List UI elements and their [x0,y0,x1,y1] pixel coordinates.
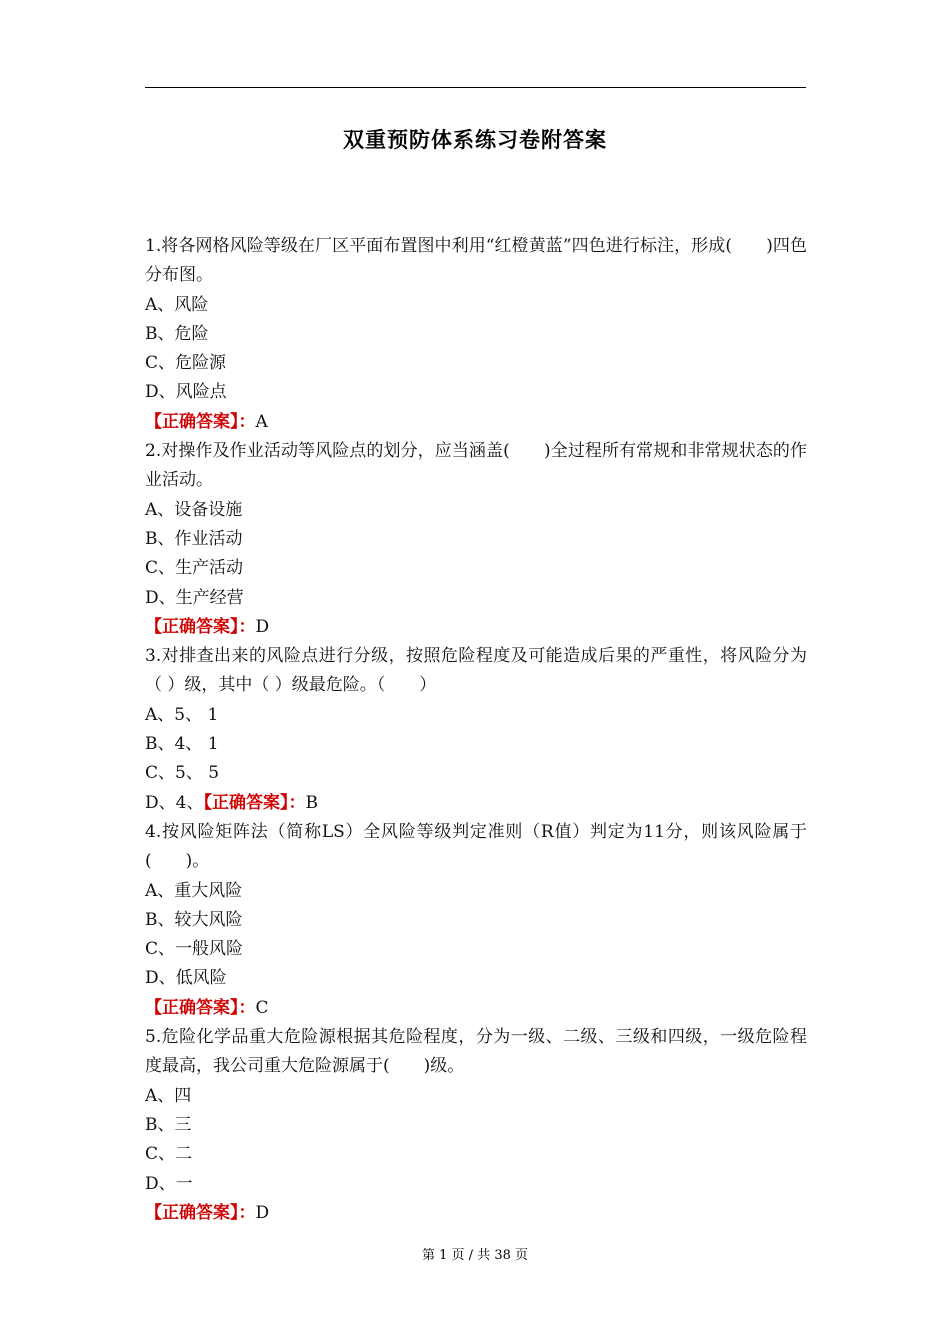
option-item: B、4、 1 [145,734,219,755]
option-item: B、较大风险 [145,909,243,930]
answer-line [145,408,807,437]
answer-line [145,789,807,818]
option-item: D、风险点 [145,382,227,403]
option-item: D、一 [145,1173,193,1194]
question-stem: 5.危险化学品重大危险源根据其危险程度，分为一级、二级、三级和四级，一级危险程度最高，我公司重大危险源属于( )级。 [145,1027,807,1077]
header-rule [145,87,806,88]
answer-value: C [255,997,269,1018]
option-item: C、一般风险 [145,939,244,960]
answer-label: 【正确答案】： [145,411,256,432]
option-item: C、危险源 [145,353,227,374]
answer-value: B [305,792,318,813]
option-item: A、风险 [145,294,209,315]
option-item: D、4、 [145,792,204,813]
option-item: A、重大风险 [145,880,243,901]
option-item: A、设备设施 [145,499,243,520]
answer-line [145,1199,807,1228]
answer-line [145,994,807,1023]
answer-label: 【正确答案】： [145,997,256,1018]
option-item: C、5、 5 [145,763,220,784]
question-list [145,232,807,1228]
option-item: B、危险 [145,323,209,344]
answer-label: 【正确答案】： [203,792,306,813]
question-stem: 3.对排查出来的风险点进行分级，按照危险程度及可能造成后果的严重性，将风险分为（ ）级，其中（ ）级最危险。（ ） [145,646,807,696]
answer-value: D [255,616,270,637]
option-item: C、生产活动 [145,558,244,579]
option-item: B、三 [145,1114,192,1135]
option-item: B、作业活动 [145,528,243,549]
answer-label: 【正确答案】： [145,1202,256,1223]
question-stem: 2.对操作及作业活动等风险点的划分，应当涵盖( )全过程所有常规和非常规状态的作业活动。 [145,441,807,491]
answer-value: D [255,1202,270,1223]
question-stem: 4.按风险矩阵法（简称LS）全风险等级判定准则（R值）判定为11分，则该风险属于( )。 [145,821,807,872]
option-item: A、四 [145,1085,192,1106]
question-stem: 1.将各网格风险等级在厂区平面布置图中利用“红橙黄蓝”四色进行标注，形成( )四色分布图。 [145,236,807,286]
page-footer: 第 1 页 / 共 38 页 [422,1248,528,1263]
answer-line [145,613,807,642]
option-item: D、低风险 [145,968,227,989]
document-title: 双重预防体系练习卷附答案 [343,128,607,152]
option-item: A、5、 1 [145,704,219,725]
option-item: C、二 [145,1144,193,1165]
option-item: D、生产经营 [145,587,244,608]
answer-label: 【正确答案】： [145,616,256,637]
answer-value: A [255,411,268,432]
